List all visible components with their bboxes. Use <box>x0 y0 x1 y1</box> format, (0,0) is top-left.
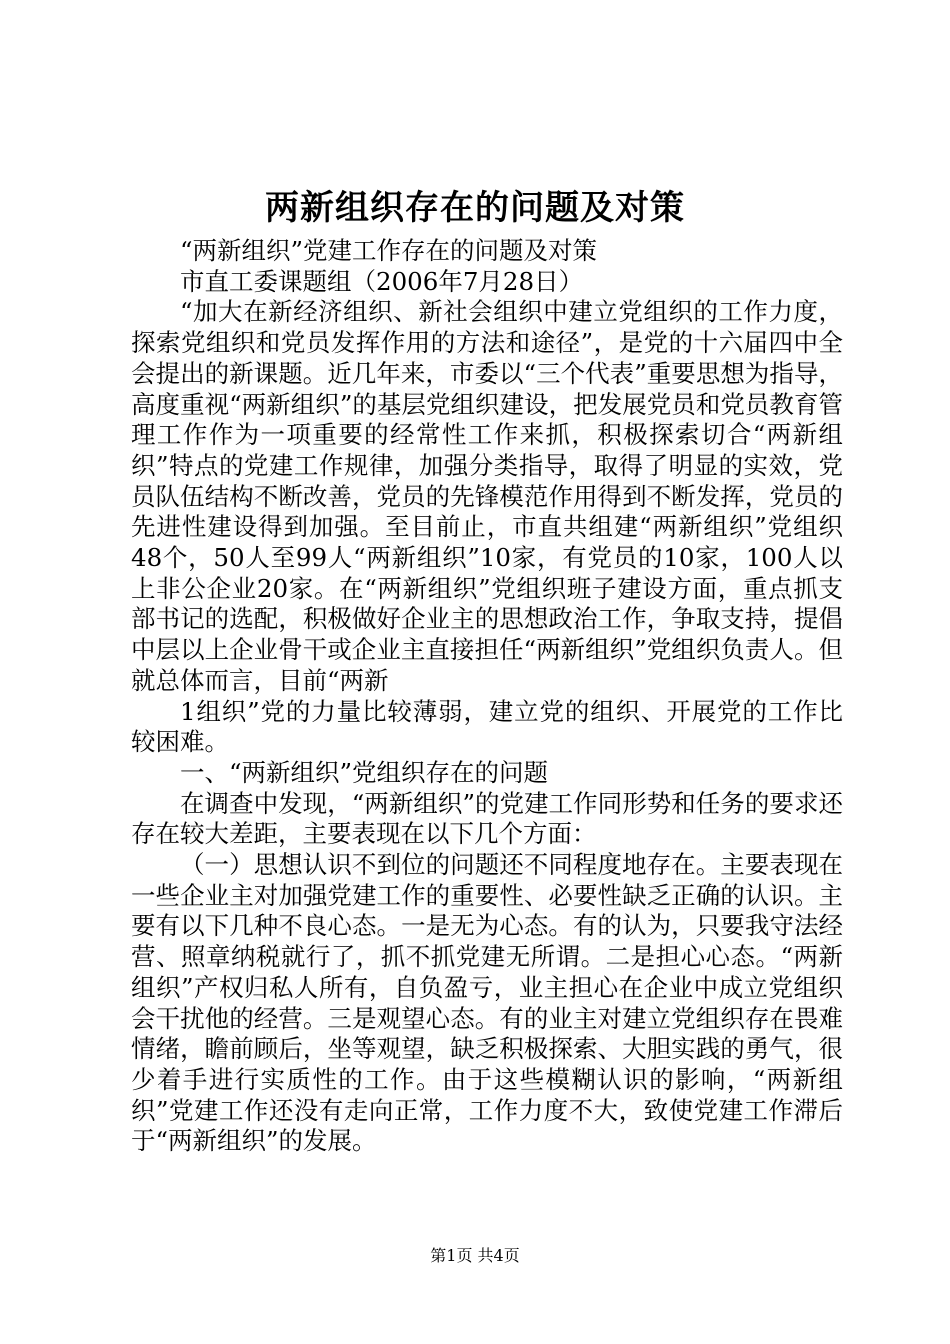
page-footer: 第1页 共4页 <box>430 1246 520 1265</box>
author-date-paragraph: 市直工委课题组（2006年7月28日） <box>180 266 584 296</box>
subtitle-paragraph: “两新组织”党建工作存在的问题及对策 <box>180 236 598 265</box>
section-heading: 一、“两新组织”党组织存在的问题 <box>180 757 549 787</box>
intro-paragraph: “加大在新经济组织、新社会组织中建立党组织的工作力度，探索党组织和党员发挥作用的方法和途径”，是党的十六届四中全会提出的新课题。近几年来，市委以“三个代表”重要思想为指导，高度重视“两新组织”的基层党组织建设，把发展党员和党员教育管理工作作为一项重要的经常性工作来抓，积极探索切合“两新组织”特点的党建工作规律，加强分类指导，取得了明显的实效，党员队伍结构不断改善，党员的先锋模范作用得到不断发挥，党员的先进性建设得到加强。至目前止，市直共组建“两新组织”党组织48个，50人至99人“两新组织”10家，有党员的10家，100人以上非公企业20家。在“两新组织”党组织班子建设方面，重点抓支部书记的选配，积极做好企业主的思想政治工作，争取支持，提倡中层以上企业骨干或企业主直接担任“两新组织”党组织负责人。但就总体而言，目前“两新 <box>131 297 843 695</box>
issue-one-paragraph: （一）思想认识不到位的问题还不同程度地存在。主要表现在一些企业主对加强党建工作的重要性、必要性缺乏正确的认识。主要有以下几种不良心态。一是无为心态。有的认为，只要我守法经营、照章纳税就行了，抓不抓党建无所谓。二是担心心态。“两新组织”产权归私人所有，自负盈亏，业主担心在企业中成立党组织会干扰他的经营。三是观望心态。有的业主对建立党组织存在畏难情绪，瞻前顾后，坐等观望，缺乏积极探索、大胆实践的勇气，很少着手进行实质性的工作。由于这些模糊认识的影响，“两新组织”党建工作还没有走向正常，工作力度不大，致使党建工作滞后于“两新组织”的发展。 <box>131 850 843 1156</box>
survey-paragraph: 在调查中发现，“两新组织”的党建工作同形势和任务的要求还存在较大差距，主要表现在以下几个方面： <box>131 788 843 849</box>
document-title: 两新组织存在的问题及对策 <box>265 188 685 228</box>
document-body <box>131 236 843 1157</box>
continuation-paragraph: 1组织”党的力量比较薄弱，建立党的组织、开展党的工作比较困难。 <box>131 696 843 757</box>
